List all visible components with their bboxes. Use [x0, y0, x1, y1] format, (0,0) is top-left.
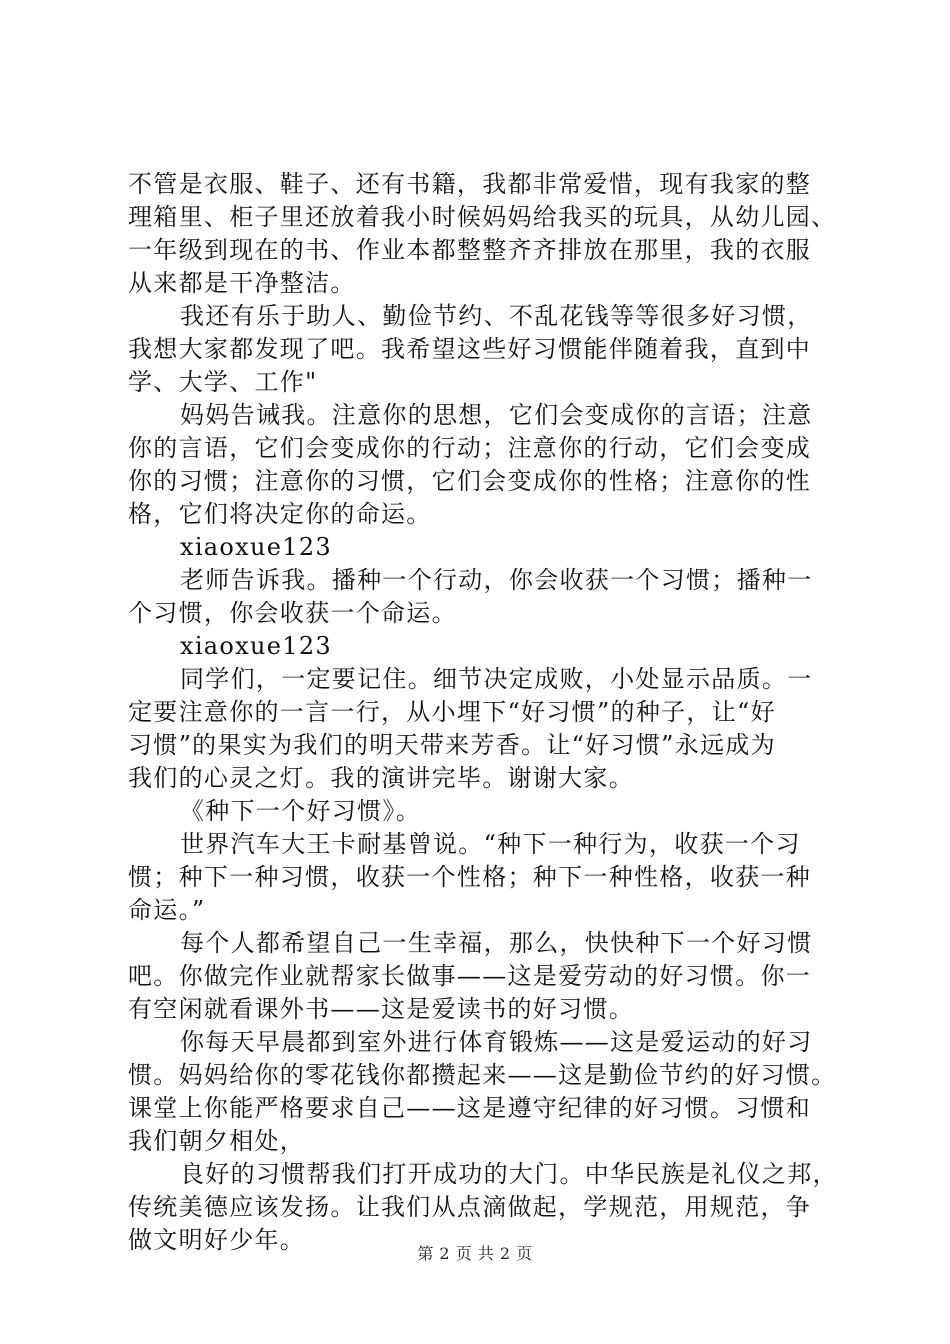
text-line: 世界汽车大王卡耐基曾说。“种下一种行为，收获一个习	[180, 830, 801, 858]
text-line: 妈妈告诫我。注意你的思想，它们会变成你的言语；注意	[180, 401, 813, 429]
text-line: 命运。”	[128, 896, 206, 924]
text-line: 你的言语，它们会变成你的行动；注意你的行动，它们会变成	[128, 434, 812, 462]
text-line: 从来都是干净整洁。	[128, 269, 356, 297]
text-line: 做文明好少年。	[128, 1226, 306, 1254]
page-footer: 第 2 页 共 2 页	[417, 1244, 533, 1263]
text-line: 不管是衣服、鞋子、还有书籍，我都非常爱惜，现有我家的整	[128, 170, 812, 198]
text-line: 格，它们将决定你的命运。	[128, 500, 432, 528]
text-line: 有空闲就看课外书——这是爱读书的好习惯。	[128, 995, 634, 1023]
text-line: 吧。你做完作业就帮家长做事——这是爱劳动的好习惯。你一	[128, 962, 812, 990]
text-line: 传统美德应该发扬。让我们从点滴做起，学规范，用规范，争	[128, 1193, 812, 1221]
text-line: 《种下一个好习惯》。	[180, 797, 421, 825]
text-line: 我想大家都发现了吧。我希望这些好习惯能伴随着我，直到中	[128, 335, 812, 363]
text-line: 我们朝夕相处，	[128, 1127, 306, 1155]
text-line: xiaoxue123	[180, 533, 332, 561]
text-line: 我们的心灵之灯。我的演讲完毕。谢谢大家。	[128, 764, 634, 792]
text-line: 你的习惯；注意你的习惯，它们会变成你的性格；注意你的性	[128, 467, 812, 495]
document-body	[128, 168, 840, 1257]
text-line: 课堂上你能严格要求自己——这是遵守纪律的好习惯。习惯和	[128, 1094, 812, 1122]
text-line: 惯。妈妈给你的零花钱你都攒起来——这是勤俭节约的好习惯。	[128, 1061, 837, 1089]
text-line: 理箱里、柜子里还放着我小时候妈妈给我买的玩具，从幼儿园、	[128, 203, 837, 231]
text-line: 学、大学、工作"	[128, 368, 318, 396]
text-line: xiaoxue123	[180, 632, 332, 660]
text-line: 我还有乐于助人、勤俭节约、不乱花钱等等很多好习惯，	[180, 302, 813, 330]
text-line: 老师告诉我。播种一个行动，你会收获一个习惯；播种一	[180, 566, 813, 594]
text-line: 每个人都希望自己一生幸福，那么，快快种下一个好习惯	[180, 929, 813, 957]
text-line: 习惯”的果实为我们的明天带来芳香。让“好习惯”永远成为	[128, 731, 776, 759]
text-line: 一年级到现在的书、作业本都整整齐齐排放在那里，我的衣服	[128, 236, 812, 264]
text-line: 同学们，一定要记住。细节决定成败，小处显示品质。一	[180, 665, 813, 693]
text-line: 惯；种下一种习惯，收获一个性格；种下一种性格，收获一种	[128, 863, 812, 891]
text-line: 定要注意你的一言一行，从小埋下“好习惯”的种子，让“好	[128, 698, 776, 726]
text-line: 个习惯，你会收获一个命运。	[128, 599, 457, 627]
text-line: 良好的习惯帮我们打开成功的大门。中华民族是礼仪之邦，	[180, 1160, 838, 1188]
text-line: 你每天早晨都到室外进行体育锻炼——这是爱运动的好习	[180, 1028, 813, 1056]
